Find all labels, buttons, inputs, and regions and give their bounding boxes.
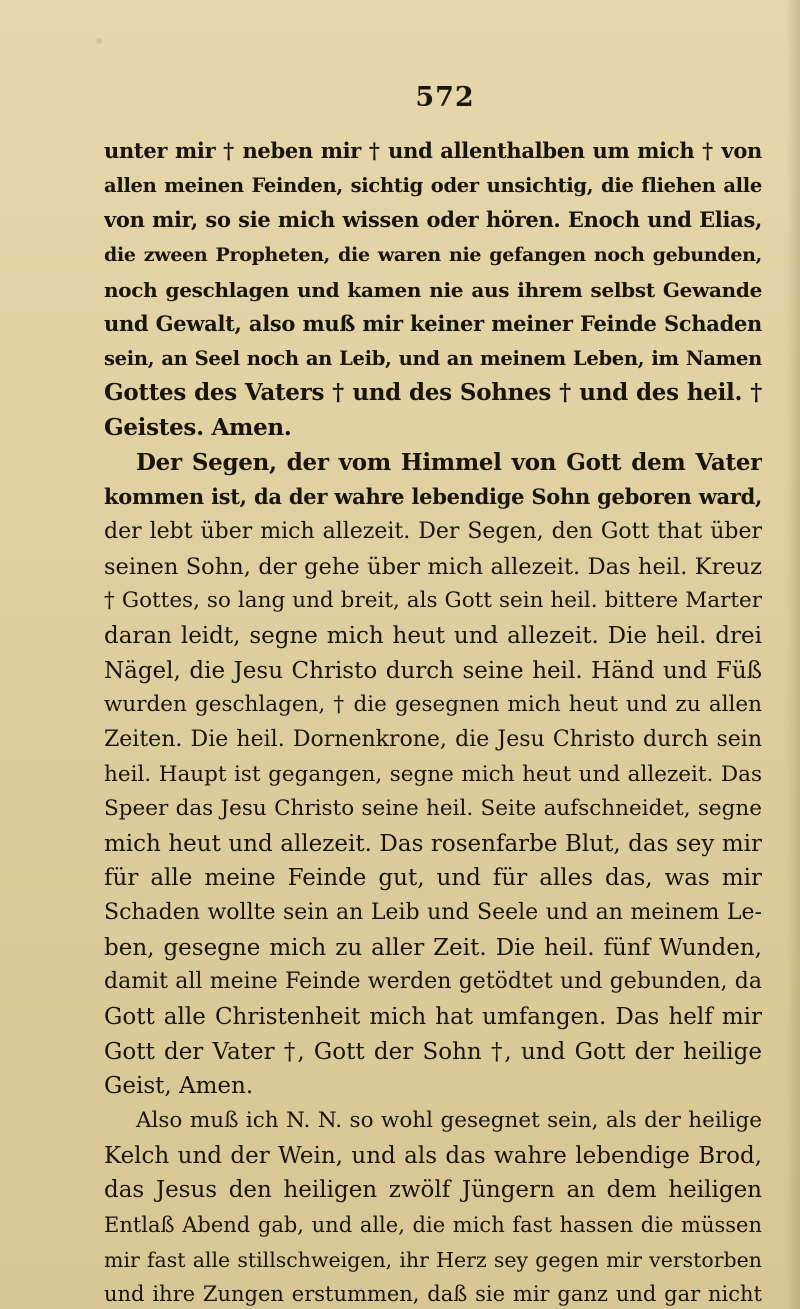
page-edge-shadow	[786, 0, 800, 1309]
text-line: von mir, so sie mich wissen oder hören. Enoch und Elias,	[104, 207, 762, 233]
text-line: Zeiten. Die heil. Dornenkrone, die Jesu Christo durch sein	[104, 726, 762, 752]
text-line: Entlaß Abend gab, und alle, die mich fast hassen die müssen	[104, 1212, 762, 1237]
text-line: Geist, Amen.	[104, 1073, 254, 1100]
text-line: seinen Sohn, der gehe über mich allezeit. Das heil. Kreuz	[104, 553, 762, 580]
text-line: unter mir † neben mir † und allenthalben um mich † von	[104, 138, 762, 163]
text-line: mich heut und allezeit. Das rosenfarbe Blut, das sey mir	[104, 830, 762, 857]
text-line: mir fast alle stillschweigen, ihr Herz sey gegen mir verstorben	[104, 1247, 762, 1272]
text-line: Gottes des Vaters † und des Sohnes † und des heil. †	[104, 379, 762, 407]
text-line: noch geschlagen und kamen nie aus ihrem selbst Gewande	[104, 277, 762, 302]
text-line: † Gottes, so lang und breit, als Gott sein heil. bittere Marter	[104, 588, 762, 614]
text-line: Geistes. Amen.	[104, 414, 292, 442]
text-line: Gott der Vater †, Gott der Sohn †, und Gott der heilige	[104, 1038, 762, 1065]
text-line: ben, gesegne mich zu aller Zeit. Die heil. fünf Wunden,	[104, 934, 762, 961]
paragraph-start: Also muß ich N. N. so wohl gesegnet sein, als der heilige	[136, 1107, 762, 1133]
text-line: und Gewalt, also muß mir keiner meiner Feinde Schaden	[104, 311, 762, 337]
page-number: 572	[415, 82, 475, 113]
text-line: für alle meine Feinde gut, und für alles das, was mir	[104, 865, 762, 892]
text-line: damit all meine Feinde werden getödtet und gebunden, da	[104, 969, 762, 995]
text-line: sein, an Seel noch an Leib, und an meinem Leben, im Namen	[104, 346, 762, 370]
text-line: Gott alle Christenheit mich hat umfangen. Das helf mir	[104, 1004, 762, 1031]
paragraph-start: Der Segen, der vom Himmel von Gott dem Vater	[136, 448, 762, 476]
text-line: allen meinen Feinden, sichtig oder unsichtig, die fliehen alle	[104, 173, 762, 197]
text-line: kommen ist, da der wahre lebendige Sohn geboren ward,	[104, 484, 762, 510]
text-line: die zween Propheten, die waren nie gefangen noch gebunden,	[104, 243, 762, 266]
text-line: wurden geschlagen, † die gesegnen mich heut und zu allen	[104, 692, 762, 718]
text-line: das Jesus den heiligen zwölf Jüngern an dem heiligen	[104, 1177, 762, 1204]
paper-stain	[96, 38, 102, 44]
text-line: daran leidt, segne mich heut und allezeit. Die heil. drei	[104, 622, 762, 649]
text-line: der lebt über mich allezeit. Der Segen, den Gott that über	[104, 519, 762, 545]
text-line: Schaden wollte sein an Leib und Seele und an meinem Le-	[104, 900, 762, 926]
text-line: heil. Haupt ist gegangen, segne mich heut und allezeit. Das	[104, 761, 762, 787]
text-line: Kelch und der Wein, und als das wahre lebendige Brod,	[104, 1142, 762, 1169]
body-text	[104, 134, 762, 1309]
text-line: Nägel, die Jesu Christo durch seine heil. Händ und Füß	[104, 657, 762, 684]
text-line: und ihre Zungen erstummen, daß sie mir ganz und gar nicht	[104, 1282, 762, 1307]
text-line: Speer das Jesu Christo seine heil. Seite aufschneidet, segne	[104, 796, 762, 822]
